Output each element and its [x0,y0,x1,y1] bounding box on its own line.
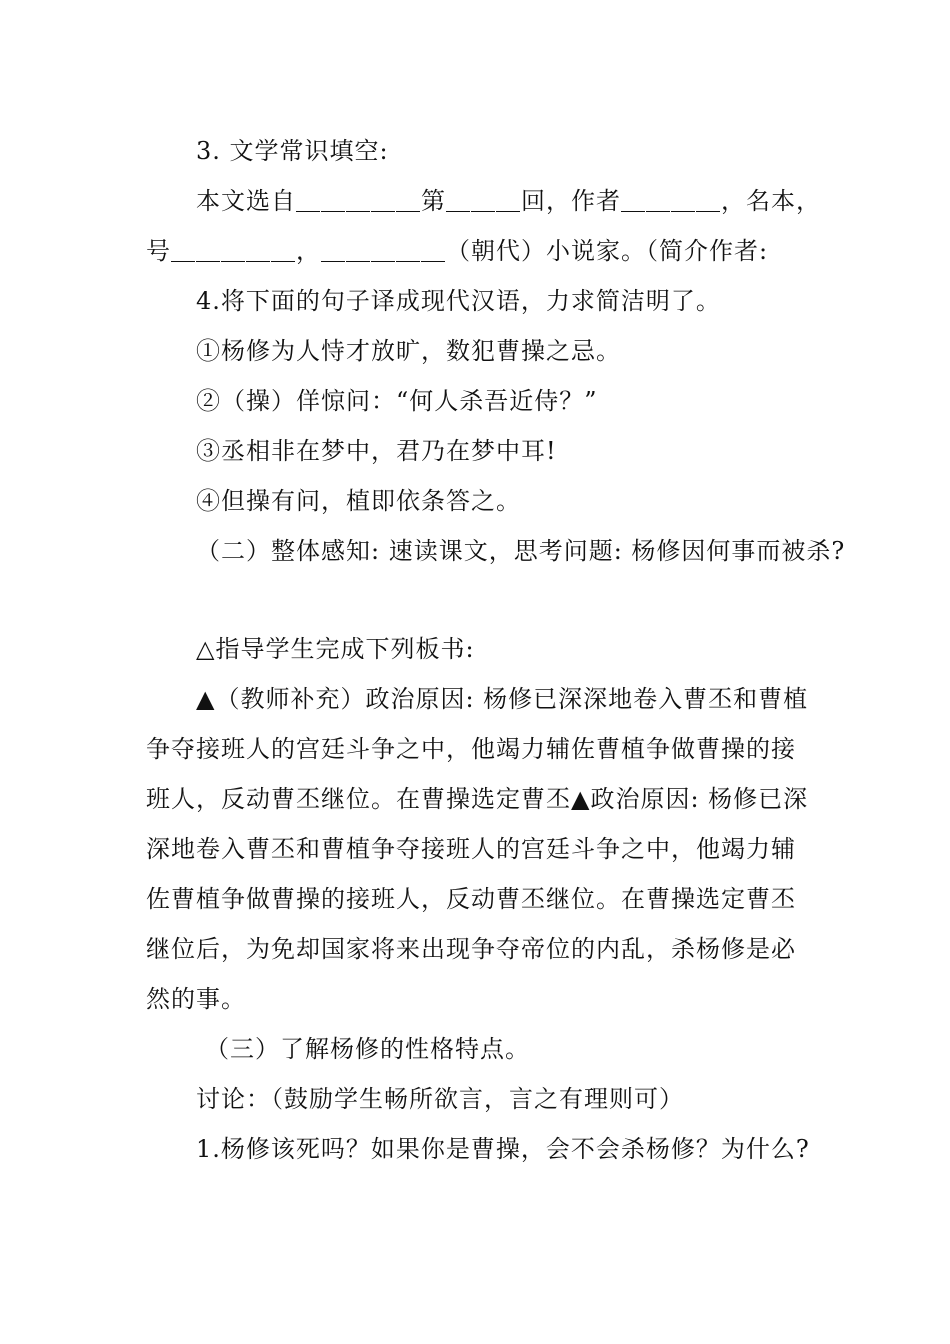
paragraph-line-7: 然的事。 [146,985,246,1013]
question-4-heading: 4.将下面的句子译成现代汉语，力求简洁明了。 [196,287,721,315]
question-3-heading: 3. 文学常识填空: [196,137,389,165]
sentence-3: ③丞相非在梦中，君乃在梦中耳! [196,437,557,465]
fill-blank-line-1: 本文选自＿＿＿＿＿第＿＿＿回，作者＿＿＿＿，名本， [196,187,821,215]
paragraph-line-4: 深地卷入曹丕和曹植争夺接班人的宫廷斗争之中，他竭力辅 [146,835,796,863]
paragraph-line-5: 佐曹植争做曹操的接班人，反动曹丕继位。在曹操选定曹丕 [146,885,796,913]
sentence-2: ②（操）佯惊问：“何人杀吾近侍？” [196,387,598,415]
paragraph-line-6: 继位后，为免却国家将来出现争夺帝位的内乱，杀杨修是必 [146,935,796,963]
paragraph-line-2: 争夺接班人的宫廷斗争之中，他竭力辅佐曹植争做曹操的接 [146,735,796,763]
sentence-1: ①杨修为人恃才放旷，数犯曹操之忌。 [196,337,621,365]
board-instruction: △指导学生完成下列板书: [196,635,475,663]
sentence-4: ④但操有问，植即依条答之。 [196,487,521,515]
section-2-heading: （二）整体感知: 速读课文，思考问题: 杨修因何事而被杀? [196,537,846,565]
section-3-heading: （三）了解杨修的性格特点。 [205,1035,530,1063]
fill-blank-line-2: 号＿＿＿＿＿，＿＿＿＿＿（朝代）小说家。（简介作者: [146,237,769,265]
discussion-heading: 讨论：（鼓励学生畅所欲言，言之有理则可） [196,1085,684,1113]
paragraph-line-1: ▲（教师补充）政治原因: 杨修已深深地卷入曹丕和曹植 [196,685,809,713]
paragraph-line-3: 班人，反动曹丕继位。在曹操选定曹丕▲政治原因: 杨修已深 [146,785,809,813]
discussion-question-1: 1.杨修该死吗？如果你是曹操，会不会杀杨修？为什么? [196,1135,810,1163]
